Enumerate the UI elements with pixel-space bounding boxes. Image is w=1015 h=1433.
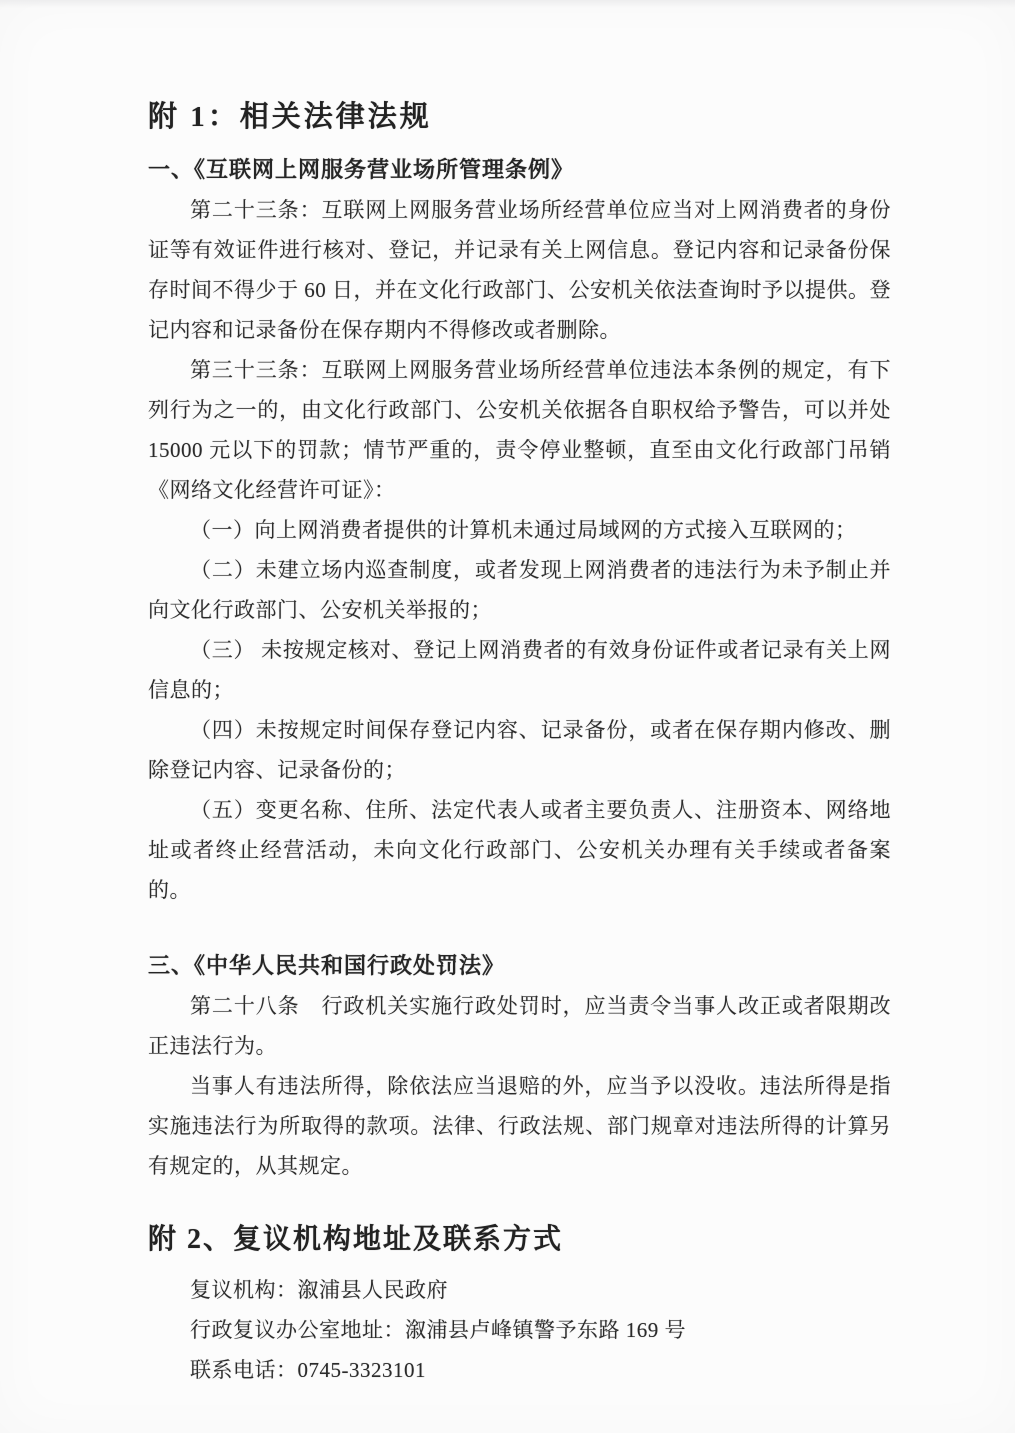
attachment2-title: 附 2、复议机构地址及联系方式 [148, 1224, 564, 1255]
article-33-paragraph: 第三十三条：互联网上网服务营业场所经营单位违法本条例的规定，有下列行为之一的，由文化行政部门、公安机关依据各自职权给予警告，可以并处 15000 元以下的罚款；情节严重的，责令停业整顿，直至由文化行政部门吊销《网络文化经营许可证》： [148, 358, 891, 502]
article-23-paragraph: 第二十三条：互联网上网服务营业场所经营单位应当对上网消费者的身份证等有效证件进行核对、登记，并记录有关上网信息。登记内容和记录备份保存时间不得少于 60 日，并在文化行政部门、公安机关依法查询时予以提供。登记内容和记录备份在保存期内不得修改或者删除。 [148, 198, 891, 342]
regulation-heading: 一、《互联网上网服务营业场所管理条例》 [148, 157, 575, 182]
article-33-item-1: （一）向上网消费者提供的计算机未通过局域网的方式接入互联网的； [190, 518, 857, 542]
law-heading: 三、《中华人民共和国行政处罚法》 [148, 953, 506, 978]
article-33-item-5: （五）变更名称、住所、法定代表人或者主要负责人、注册资本、网络地址或者终止经营活动，未向文化行政部门、公安机关办理有关手续或者备案的。 [148, 798, 891, 902]
article-33-item-2: （二）未建立场内巡查制度，或者发现上网消费者的违法行为未予制止并向文化行政部门、公安机关举报的； [148, 558, 891, 622]
review-office-address-line: 行政复议办公室地址：溆浦县卢峰镇警予东路 169 号 [190, 1318, 686, 1342]
article-28-paragraph: 第二十八条 行政机关实施行政处罚时，应当责令当事人改正或者限期改正违法行为。 [148, 994, 891, 1058]
review-agency-line: 复议机构：溆浦县人民政府 [190, 1278, 448, 1302]
article-33-item-4: （四）未按规定时间保存登记内容、记录备份，或者在保存期内修改、删除登记内容、记录备份的； [148, 718, 891, 782]
illegal-gains-paragraph: 当事人有违法所得，除依法应当退赔的外，应当予以没收。违法所得是指实施违法行为所取得的款项。法律、行政法规、部门规章对违法所得的计算另有规定的，从其规定。 [148, 1074, 891, 1178]
article-33-item-3: （三） 未按规定核对、登记上网消费者的有效身份证件或者记录有关上网信息的； [148, 638, 891, 702]
contact-phone-line: 联系电话：0745-3323101 [190, 1358, 426, 1382]
attachment1-title: 附 1：相关法律法规 [148, 101, 432, 133]
